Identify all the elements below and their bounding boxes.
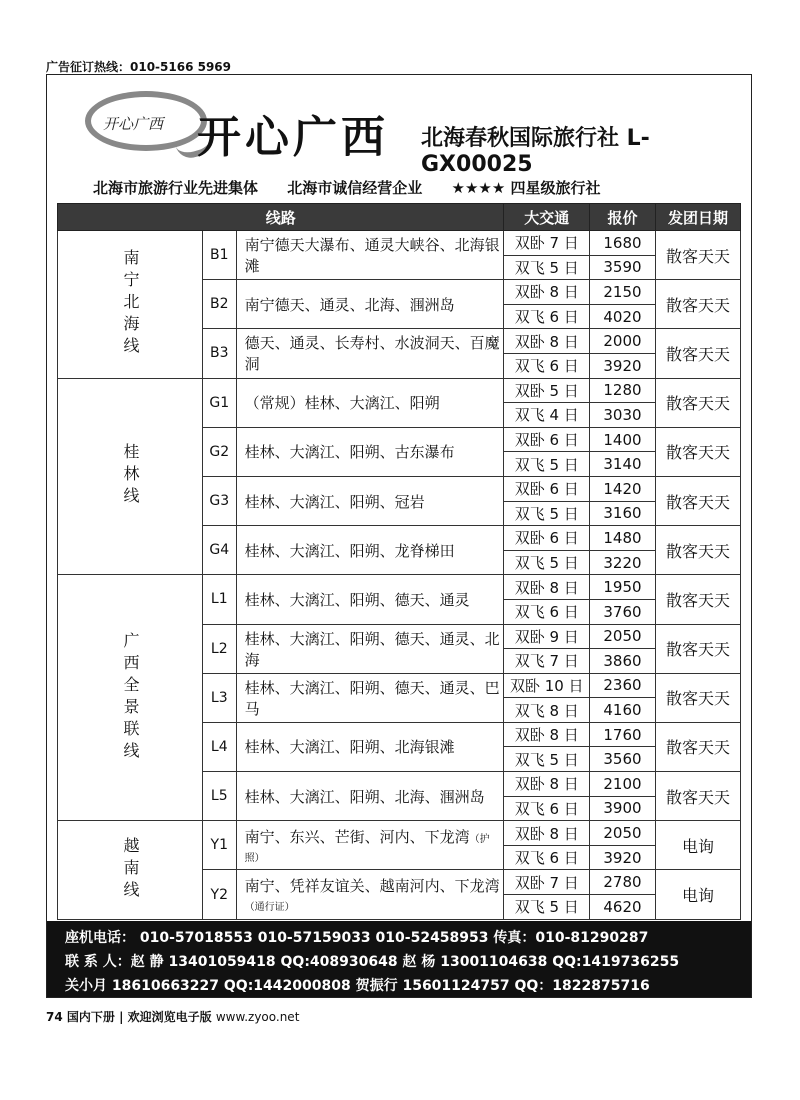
route-price-table (57, 203, 741, 920)
route-text: 桂林、大漓江、阳朔、北海、涠洲岛 (244, 787, 485, 806)
transport-option: 双飞 5 日 (504, 452, 590, 477)
brand-name: 开心广西 (197, 112, 389, 163)
section-name: 国内下册 (66, 1010, 115, 1024)
table-row (58, 575, 741, 600)
price-value: 2360 (590, 673, 656, 698)
price-value: 2000 (590, 329, 656, 354)
route-desc (236, 280, 504, 329)
route-text: 桂林、大漓江、阳朔、德天、通灵、北海 (244, 629, 500, 669)
route-text: 桂林、大漓江、阳朔、德天、通灵、巴马 (244, 678, 500, 718)
price-value: 3560 (590, 747, 656, 772)
route-text: 南宁、东兴、芒街、河内、下龙湾 (244, 827, 470, 846)
region-cell: 桂林线 (58, 378, 203, 575)
route-code: L5 (203, 772, 237, 821)
transport-option: 双飞 5 日 (504, 501, 590, 526)
price-value: 4020 (590, 304, 656, 329)
depart-schedule: 散客天天 (655, 427, 740, 476)
table-row (58, 378, 741, 403)
transport-option: 双飞 6 日 (504, 353, 590, 378)
col-transport: 大交通 (504, 204, 590, 231)
route-code: G4 (203, 526, 237, 575)
route-code: G2 (203, 427, 237, 476)
col-depart: 发团日期 (655, 204, 740, 231)
honor-3: ★★★★ 四星级旅行社 (451, 179, 601, 197)
depart-schedule: 散客天天 (655, 526, 740, 575)
route-text: 南宁德天大瀑布、通灵大峡谷、北海银滩 (244, 236, 500, 276)
price-value: 1950 (590, 575, 656, 600)
transport-option: 双卧 10 日 (504, 673, 590, 698)
price-value: 3920 (590, 353, 656, 378)
transport-option: 双飞 6 日 (504, 304, 590, 329)
route-code: B1 (203, 231, 237, 280)
route-code: L1 (203, 575, 237, 624)
depart-schedule: 散客天天 (655, 378, 740, 427)
route-desc (236, 476, 504, 525)
depart-schedule: 散客天天 (655, 722, 740, 771)
route-text: 桂林、大漓江、阳朔、龙脊梯田 (244, 541, 455, 560)
price-value: 4160 (590, 698, 656, 723)
ad-hotline: 广告征订热线：010-5166 5969 (46, 60, 232, 74)
col-price: 报价 (590, 204, 656, 231)
route-desc (236, 329, 504, 378)
price-value: 2050 (590, 624, 656, 649)
region-cell: 越南线 (58, 821, 203, 919)
transport-option: 双卧 6 日 (504, 427, 590, 452)
route-text: 桂林、大漓江、阳朔、北海银滩 (244, 738, 455, 757)
price-value: 1280 (590, 378, 656, 403)
transport-option: 双卧 8 日 (504, 575, 590, 600)
transport-option: 双卧 8 日 (504, 722, 590, 747)
transport-option: 双飞 6 日 (504, 845, 590, 870)
price-value: 1480 (590, 526, 656, 551)
transport-option: 双飞 5 日 (504, 255, 590, 280)
route-text: 德天、通灵、长寿村、水波洞天、百魔洞 (244, 334, 500, 374)
transport-option: 双卧 6 日 (504, 476, 590, 501)
transport-option: 双飞 7 日 (504, 649, 590, 674)
route-desc (236, 575, 504, 624)
price-value: 1680 (590, 231, 656, 256)
route-code: Y1 (203, 821, 237, 870)
route-code: L4 (203, 722, 237, 771)
price-value: 2050 (590, 821, 656, 846)
price-value: 3760 (590, 599, 656, 624)
depart-schedule: 散客天天 (655, 575, 740, 624)
transport-option: 双飞 4 日 (504, 403, 590, 428)
route-note: （护照） (244, 833, 490, 864)
page-number: 74 (46, 1010, 63, 1024)
price-value: 1420 (590, 476, 656, 501)
transport-option: 双飞 5 日 (504, 747, 590, 772)
depart-schedule: 电询 (655, 821, 740, 870)
route-code: G3 (203, 476, 237, 525)
route-desc (236, 722, 504, 771)
price-value: 1760 (590, 722, 656, 747)
depart-schedule: 散客天天 (655, 673, 740, 722)
price-value: 2100 (590, 772, 656, 797)
honor-2: 北海市诚信经营企业 (287, 179, 423, 197)
route-desc (236, 378, 504, 427)
route-desc (236, 427, 504, 476)
price-value: 2780 (590, 870, 656, 895)
depart-schedule: 散客天天 (655, 231, 740, 280)
route-text: 桂林、大漓江、阳朔、古东瀑布 (244, 443, 455, 462)
contact-phones: 座机电话： 010-57018553 010-57159033 010-52458953 传真：010-81290287 (65, 930, 649, 946)
route-code: B3 (203, 329, 237, 378)
route-desc (236, 772, 504, 821)
route-code: Y2 (203, 870, 237, 919)
price-value: 3900 (590, 796, 656, 821)
transport-option: 双卧 8 日 (504, 280, 590, 305)
table-body (58, 231, 741, 920)
depart-schedule: 散客天天 (655, 476, 740, 525)
route-note: （通行证） (244, 902, 295, 914)
ad-frame (46, 74, 752, 998)
price-value: 2150 (590, 280, 656, 305)
price-value: 3920 (590, 845, 656, 870)
depart-schedule: 散客天天 (655, 280, 740, 329)
slogan: 欢迎浏览电子版 (127, 1010, 212, 1024)
contact-persons-2: 关小月 18610663227 QQ:1442000808 贺振行 15601124757 QQ：1822875716 (65, 978, 650, 994)
route-text: 桂林、大漓江、阳朔、德天、通灵 (244, 590, 470, 609)
contact-bar (47, 921, 751, 997)
route-code: L3 (203, 673, 237, 722)
price-value: 3220 (590, 550, 656, 575)
route-desc (236, 231, 504, 280)
transport-option: 双卧 7 日 (504, 231, 590, 256)
price-value: 1400 (590, 427, 656, 452)
region-cell: 广西全景联线 (58, 575, 203, 821)
depart-schedule: 电询 (655, 870, 740, 919)
route-code: G1 (203, 378, 237, 427)
price-value: 3860 (590, 649, 656, 674)
table-row (58, 821, 741, 846)
ad-header (47, 75, 751, 205)
contact-persons-1: 联 系 人：赵 静 13401059418 QQ:408930648 赵 杨 13001104638 QQ:1419736255 (65, 954, 680, 970)
logo-script-text: 开心广西 (103, 115, 164, 133)
transport-option: 双飞 6 日 (504, 599, 590, 624)
price-value: 4620 (590, 895, 656, 920)
transport-option: 双飞 6 日 (504, 796, 590, 821)
route-desc (236, 673, 504, 722)
price-value: 3590 (590, 255, 656, 280)
table-header-row (58, 204, 741, 231)
depart-schedule: 散客天天 (655, 772, 740, 821)
website[interactable]: www.zyoo.net (215, 1010, 300, 1024)
transport-option: 双卧 8 日 (504, 329, 590, 354)
transport-option: 双卧 6 日 (504, 526, 590, 551)
honor-1: 北海市旅游行业先进集体 (93, 179, 259, 197)
route-desc (236, 624, 504, 673)
table-row (58, 231, 741, 256)
transport-option: 双飞 5 日 (504, 895, 590, 920)
route-text: （常规）桂林、大漓江、阳朔 (244, 394, 440, 413)
price-value: 3160 (590, 501, 656, 526)
transport-option: 双卧 8 日 (504, 772, 590, 797)
transport-option: 双飞 5 日 (504, 550, 590, 575)
transport-option: 双卧 8 日 (504, 821, 590, 846)
region-cell: 南宁北海线 (58, 231, 203, 379)
honors-line (93, 177, 625, 198)
route-desc (236, 821, 504, 870)
route-desc (236, 870, 504, 919)
route-desc (236, 526, 504, 575)
route-text: 南宁德天、通灵、北海、涠洲岛 (244, 295, 455, 314)
price-value: 3140 (590, 452, 656, 477)
page-footer: 74 国内下册 | 欢迎浏览电子版 www.zyoo.net (46, 1010, 300, 1024)
depart-schedule: 散客天天 (655, 624, 740, 673)
transport-option: 双卧 5 日 (504, 378, 590, 403)
route-text: 桂林、大漓江、阳朔、冠岩 (244, 492, 425, 511)
transport-option: 双飞 8 日 (504, 698, 590, 723)
depart-schedule: 散客天天 (655, 329, 740, 378)
price-value: 3030 (590, 403, 656, 428)
col-route: 线路 (58, 204, 504, 231)
route-code: B2 (203, 280, 237, 329)
route-text: 南宁、凭祥友谊关、越南河内、下龙湾 (244, 877, 500, 896)
transport-option: 双卧 9 日 (504, 624, 590, 649)
transport-option: 双卧 7 日 (504, 870, 590, 895)
route-code: L2 (203, 624, 237, 673)
agency-name: 北海春秋国际旅行社 L-GX00025 (421, 126, 650, 177)
